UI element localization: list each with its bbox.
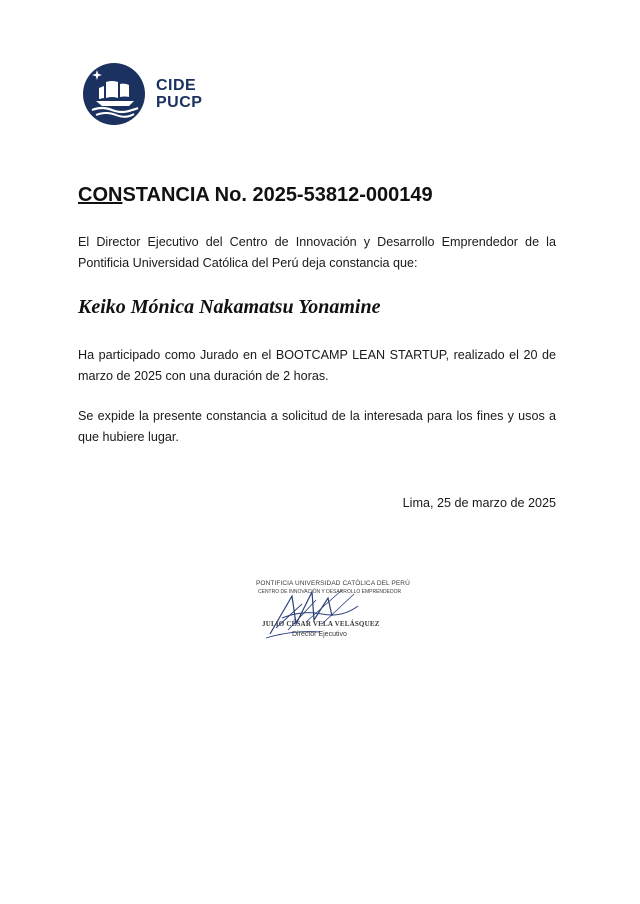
logo-line-cide: CIDE bbox=[156, 77, 197, 94]
title-rest: STANCIA No. 2025-53812-000149 bbox=[122, 184, 433, 206]
title-underlined-part: CON bbox=[78, 184, 123, 206]
handwritten-signature bbox=[262, 584, 382, 642]
logo-line-pucp: PUCP bbox=[156, 94, 203, 111]
stamp-center: CENTRO DE INNOVACIÓN Y DESARROLLO EMPRENDEDOR bbox=[258, 589, 402, 595]
signer-role: Director Ejecutivo bbox=[292, 631, 347, 638]
recipient-name: Keiko Mónica Nakamatsu Yonamine bbox=[78, 296, 381, 318]
logo-wordmark bbox=[156, 77, 202, 111]
document-title bbox=[78, 184, 433, 207]
ship-emblem-icon bbox=[82, 62, 146, 126]
participation-paragraph: Ha participado como Jurado en el BOOTCAMP LEAN STARTUP, realizado el 20 de marzo de 2025 con una duración de 2 horas. bbox=[78, 348, 556, 383]
purpose-paragraph: Se expide la presente constancia a solicitud de la interesada para los fines y usos a que hubiere lugar. bbox=[78, 409, 556, 444]
intro-paragraph: El Director Ejecutivo del Centro de Innovación y Desarrollo Emprendedor de la Pontificia Universidad Católica del Perú deja constancia que: bbox=[78, 235, 556, 270]
place-date: Lima, 25 de marzo de 2025 bbox=[402, 496, 556, 510]
stamp-university: PONTIFICIA UNIVERSIDAD CATÓLICA DEL PERÚ bbox=[256, 580, 410, 587]
cide-pucp-logo bbox=[82, 62, 202, 126]
signer-name: JULIO CÉSAR VELA VELÁSQUEZ bbox=[262, 620, 380, 628]
